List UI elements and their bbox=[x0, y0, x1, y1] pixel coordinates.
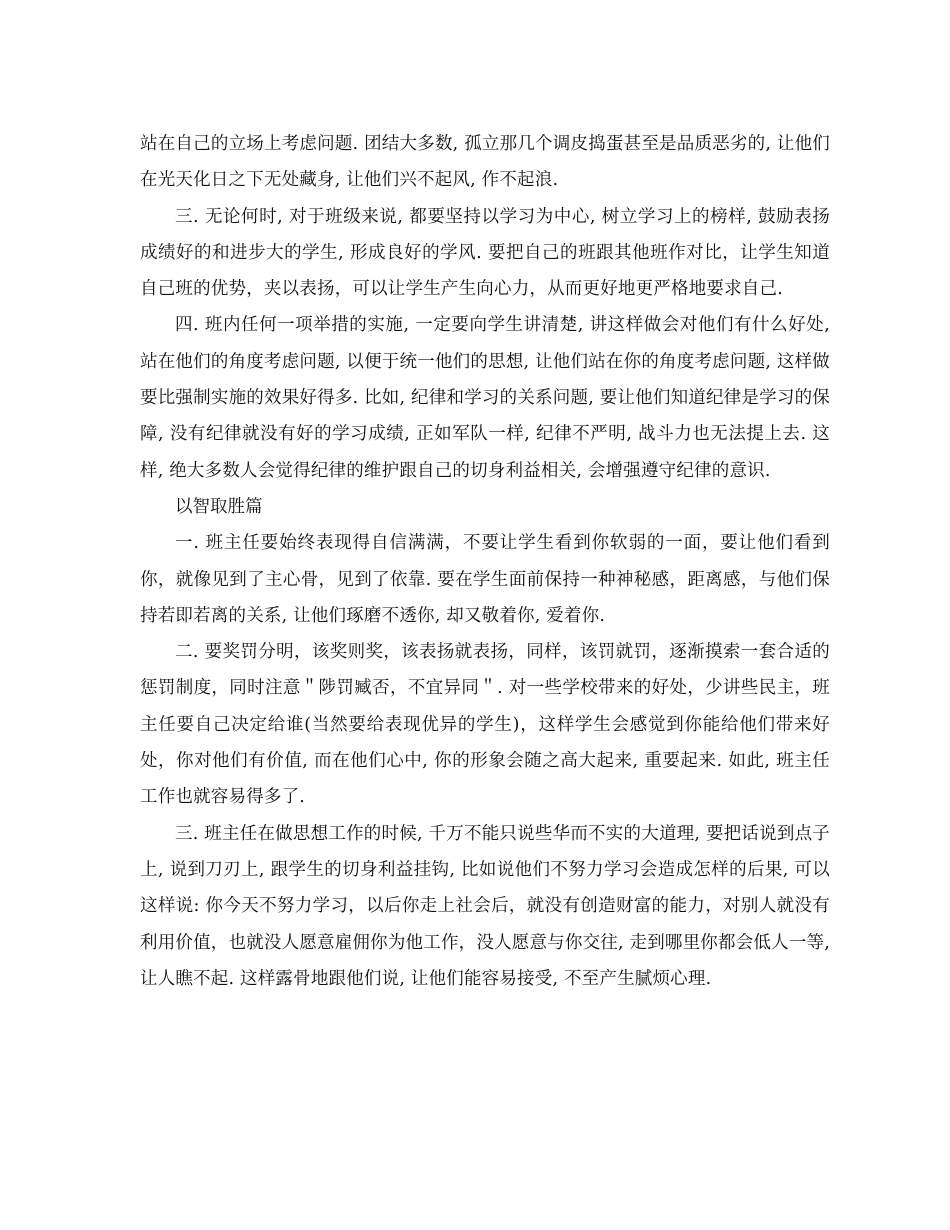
paragraph-point-three: 三. 无论何时, 对于班级来说, 都要坚持以学习为中心, 树立学习上的榜样, 鼓励表扬成绩好的和进步大的学生, 形成良好的学风. 要把自己的班跟其他班作对比，让学生知道自己班的优势，夹以表扬，可以让学生产生向心力，从而更好地更严格地要求自己. bbox=[140, 206, 830, 300]
paragraph-continuation: 站在自己的立场上考虑问题. 团结大多数, 孤立那几个调皮捣蛋甚至是品质恶劣的, 让他们在光天化日之下无处藏身, 让他们兴不起风, 作不起浪. bbox=[140, 134, 830, 191]
paragraph-point-four: 四. 班内任何一项举措的实施, 一定要向学生讲清楚, 讲这样做会对他们有什么好处, 站在他们的角度考虑问题, 以便于统一他们的思想, 让他们站在你的角度考虑问题, 这样做要比强制实施的效果好得多. 比如, 纪律和学习的关系问题, 要让他们知道纪律是学习的保障, 没有纪律就没有好的学习成绩, 正如军队一样, 纪律不严明, 战斗力也无法提上去. 这样, 绝大多数人会觉得纪律的维护跟自己的切身利益相关, 会增强遵守纪律的意识. bbox=[140, 315, 830, 481]
paragraph-wisdom-one: 一. 班主任要始终表现得自信满满，不要让学生看到你软弱的一面，要让他们看到你，就像见到了主心骨，见到了依靠. 要在学生面前保持一种神秘感，距离感，与他们保持若即若离的关系, 让他们琢磨不透你, 却又敬着你, 爱着你. bbox=[140, 533, 830, 626]
document-body bbox=[140, 126, 830, 997]
paragraph-wisdom-two: 二. 要奖罚分明，该奖则奖，该表扬就表扬，同样，该罚就罚，逐渐摸索一套合适的惩罚制度，同时注意＂陟罚臧否，不宜异同＂. 对一些学校带来的好处，少讲些民主，班主任要自己决定给谁(当然要给表现优异的学生)，这样学生会感觉到你能给他们带来好处，你对他们有价值, 而在他们心中, 你的形象会随之高大起来, 重要起来. 如此, 班主任工作也就容易得多了. bbox=[140, 642, 830, 808]
paragraph-wisdom-three: 三. 班主任在做思想工作的时候, 千万不能只说些华而不实的大道理, 要把话说到点子上, 说到刀刃上, 跟学生的切身利益挂钩, 比如说他们不努力学习会造成怎样的后果, 可以这样说: 你今天不努力学习，以后你走上社会后，就没有创造财富的能力，对别人就没有利用价值，也就没人愿意雇佣你为他工作，没人愿意与你交往, 走到哪里你都会低人一等, 让人瞧不起. 这样露骨地跟他们说, 让他们能容易接受, 不至产生腻烦心理. bbox=[140, 823, 830, 989]
section-heading: 以智取胜篇 bbox=[175, 496, 263, 517]
